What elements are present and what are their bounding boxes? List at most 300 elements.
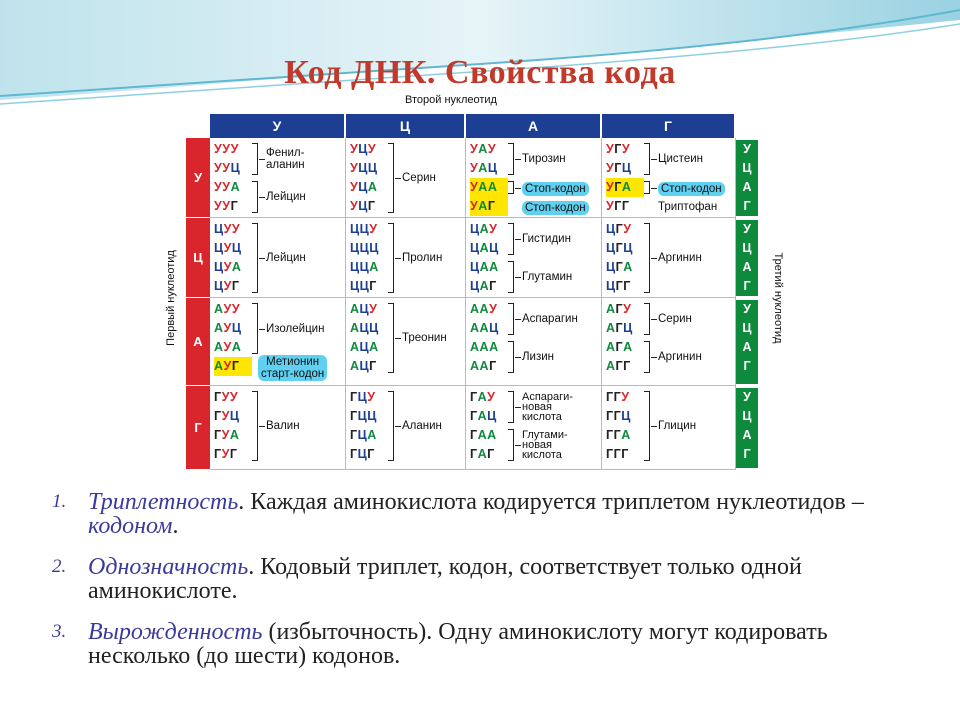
codon-list bbox=[214, 220, 254, 296]
nucleotide: А bbox=[479, 302, 490, 316]
third-nucleotide-letter: А bbox=[742, 260, 752, 274]
nucleotide: Г bbox=[470, 428, 478, 442]
codon bbox=[350, 300, 390, 319]
nucleotide: Г bbox=[214, 428, 222, 442]
amino-acid-label-line: Изолейцин bbox=[266, 322, 325, 335]
properties-list bbox=[52, 490, 932, 685]
amino-acid-label-line: Аспараги- bbox=[522, 391, 573, 403]
codon bbox=[214, 338, 254, 357]
bracket-tick bbox=[515, 239, 521, 240]
amino-acid-label-line: Глутамин bbox=[522, 271, 573, 283]
nucleotide: А bbox=[230, 180, 241, 194]
property-text: (избыточность). Одну аминокислоту могут кодировать несколько (до шести) кодонов. bbox=[88, 619, 828, 669]
nucleotide: Г bbox=[613, 409, 622, 423]
nucleotide: У bbox=[221, 428, 230, 442]
amino-acid-label bbox=[658, 252, 702, 264]
first-nucleotide-label: Первый нуклеотид bbox=[165, 250, 177, 346]
column-header: У bbox=[210, 114, 344, 138]
second-nucleotide-label: Второй нуклеотид bbox=[405, 94, 497, 106]
nucleotide: Г bbox=[614, 161, 622, 175]
nucleotide: А bbox=[621, 428, 631, 442]
bracket bbox=[644, 181, 650, 194]
nucleotide: У bbox=[470, 199, 479, 213]
codon-cell bbox=[210, 138, 346, 218]
nucleotide: А bbox=[350, 321, 360, 335]
amino-acid-label-line: Треонин bbox=[402, 332, 447, 344]
nucleotide: Г bbox=[487, 199, 496, 213]
nucleotide: Ц bbox=[358, 199, 368, 213]
nucleotide: А bbox=[606, 302, 616, 316]
codon bbox=[606, 159, 646, 178]
nucleotide: Г bbox=[350, 409, 358, 423]
codon bbox=[470, 197, 508, 216]
nucleotide: Г bbox=[606, 390, 614, 404]
nucleotide: У bbox=[606, 142, 615, 156]
nucleotide: Г bbox=[470, 409, 478, 423]
codon bbox=[350, 258, 390, 277]
bracket-tick bbox=[515, 159, 521, 160]
nucleotide: А bbox=[606, 321, 616, 335]
nucleotide: Г bbox=[369, 279, 377, 293]
amino-acid-label-line: Лейцин bbox=[266, 191, 306, 203]
nucleotide: Г bbox=[350, 428, 358, 442]
bracket bbox=[508, 303, 514, 335]
codon-list bbox=[350, 300, 390, 376]
amino-acid-label bbox=[522, 271, 572, 283]
nucleotide: У bbox=[621, 142, 631, 156]
codon bbox=[214, 300, 254, 319]
codon bbox=[350, 277, 390, 296]
amino-acid-label-line: Гистидин bbox=[522, 233, 571, 245]
list-number: 3. bbox=[52, 621, 67, 642]
nucleotide: А bbox=[214, 321, 224, 335]
amino-acid-label-line: Цистеин bbox=[658, 153, 703, 165]
amino-acid-label-line: новая bbox=[522, 401, 552, 413]
nucleotide: Ц bbox=[214, 241, 224, 255]
nucleotide: У bbox=[223, 241, 232, 255]
bracket bbox=[508, 391, 514, 423]
bracket bbox=[252, 223, 258, 293]
amino-acid-label-line: Стоп-кодон bbox=[525, 201, 586, 214]
nucleotide: У bbox=[489, 222, 498, 236]
codon bbox=[350, 197, 390, 216]
codon bbox=[606, 258, 646, 277]
nucleotide: Ц bbox=[487, 409, 497, 423]
codon bbox=[470, 140, 510, 159]
codon bbox=[214, 277, 254, 296]
codon-list bbox=[606, 300, 646, 376]
nucleotide: У bbox=[214, 142, 223, 156]
codon bbox=[214, 197, 254, 216]
nucleotide: У bbox=[223, 321, 232, 335]
codon-cell bbox=[346, 298, 466, 386]
bracket-tick bbox=[259, 197, 265, 198]
nucleotide: Ц bbox=[470, 241, 480, 255]
codon-list bbox=[214, 388, 254, 464]
nucleotide: У bbox=[367, 390, 376, 404]
codon-cell bbox=[466, 386, 602, 470]
list-number: 2. bbox=[52, 556, 67, 577]
nucleotide: Г bbox=[487, 447, 495, 461]
codon bbox=[606, 178, 644, 197]
nucleotide: Ц bbox=[367, 409, 377, 423]
nucleotide: У bbox=[222, 199, 231, 213]
amino-acid-label-line: Аргинин bbox=[658, 351, 702, 363]
nucleotide: А bbox=[479, 241, 490, 255]
bracket-tick bbox=[651, 357, 657, 358]
codon bbox=[350, 407, 390, 426]
nucleotide: Ц bbox=[357, 447, 368, 461]
nucleotide: А bbox=[369, 340, 379, 354]
nucleotide: Ц bbox=[214, 279, 224, 293]
nucleotide: А bbox=[470, 359, 480, 373]
nucleotide: Ц bbox=[470, 260, 480, 274]
bracket bbox=[644, 223, 650, 293]
nucleotide: У bbox=[229, 390, 239, 404]
codon-cell bbox=[602, 138, 736, 218]
bracket bbox=[644, 143, 650, 175]
row-header: Г bbox=[186, 386, 210, 469]
amino-acid-label-line: Триптофан bbox=[658, 200, 718, 213]
nucleotide: Ц bbox=[606, 222, 616, 236]
nucleotide: У bbox=[470, 161, 479, 175]
codon bbox=[470, 319, 510, 338]
codon bbox=[350, 239, 390, 258]
nucleotide: Ц bbox=[359, 222, 370, 236]
nucleotide: А bbox=[350, 359, 360, 373]
nucleotide: Ц bbox=[359, 359, 370, 373]
nucleotide: А bbox=[479, 260, 490, 274]
property-term: Вырожденность bbox=[88, 619, 263, 645]
bracket-tick bbox=[651, 426, 657, 427]
bracket bbox=[388, 303, 394, 373]
third-nucleotide-column bbox=[736, 220, 758, 296]
codon bbox=[606, 388, 646, 407]
third-nucleotide-letter: Г bbox=[743, 279, 751, 293]
nucleotide: А bbox=[231, 340, 242, 354]
bracket-tick bbox=[395, 178, 401, 179]
nucleotide: Г bbox=[470, 390, 478, 404]
codon-list bbox=[470, 388, 510, 464]
nucleotide: Ц bbox=[623, 321, 633, 335]
list-item bbox=[52, 490, 932, 538]
nucleotide: У bbox=[214, 199, 223, 213]
nucleotide: Ц bbox=[367, 161, 378, 175]
page-title: Код ДНК. Свойства кода bbox=[284, 54, 676, 91]
codon bbox=[606, 445, 646, 464]
list-item bbox=[52, 620, 932, 668]
bracket-tick bbox=[259, 426, 265, 427]
amino-acid-label-line: Серин bbox=[658, 313, 692, 325]
nucleotide: А bbox=[623, 340, 633, 354]
nucleotide: У bbox=[470, 180, 479, 194]
codon bbox=[214, 178, 254, 197]
codon bbox=[350, 159, 390, 178]
nucleotide: Г bbox=[621, 199, 630, 213]
nucleotide: У bbox=[223, 302, 232, 316]
nucleotide: У bbox=[214, 161, 223, 175]
nucleotide: Г bbox=[606, 447, 614, 461]
amino-acid-label bbox=[522, 182, 589, 196]
nucleotide: У bbox=[350, 142, 359, 156]
nucleotide: У bbox=[487, 390, 496, 404]
nucleotide: А bbox=[350, 340, 360, 354]
nucleotide: Г bbox=[623, 359, 631, 373]
nucleotide: У bbox=[231, 302, 241, 316]
codon bbox=[606, 277, 646, 296]
nucleotide: Ц bbox=[606, 279, 616, 293]
nucleotide: У bbox=[606, 199, 615, 213]
codon-cell bbox=[602, 386, 736, 470]
nucleotide: Ц bbox=[359, 279, 370, 293]
nucleotide: Ц bbox=[369, 241, 379, 255]
amino-acid-label-line: Лизин bbox=[522, 351, 555, 363]
bracket bbox=[508, 143, 514, 175]
nucleotide: Ц bbox=[350, 241, 360, 255]
row-header: А bbox=[186, 298, 210, 385]
amino-acid-label bbox=[402, 420, 442, 432]
nucleotide: У bbox=[350, 199, 359, 213]
nucleotide: Г bbox=[350, 390, 358, 404]
nucleotide: Ц bbox=[606, 241, 616, 255]
bracket-tick bbox=[515, 277, 521, 278]
amino-acid-label-line: аланин bbox=[266, 159, 305, 171]
nucleotide: Г bbox=[214, 409, 222, 423]
nucleotide: Ц bbox=[623, 241, 633, 255]
codon bbox=[214, 445, 254, 464]
nucleotide: А bbox=[606, 340, 616, 354]
nucleotide: Г bbox=[369, 359, 377, 373]
codon-list bbox=[606, 388, 646, 464]
codon-cell bbox=[466, 138, 602, 218]
nucleotide: А bbox=[214, 340, 224, 354]
codon bbox=[214, 407, 254, 426]
amino-acid-label-line: новая bbox=[522, 439, 552, 451]
third-nucleotide-column bbox=[736, 300, 758, 384]
amino-acid-label-line: Стоп-кодон bbox=[661, 182, 722, 195]
codon bbox=[606, 338, 646, 357]
nucleotide: Г bbox=[615, 340, 624, 354]
nucleotide: Ц bbox=[231, 321, 242, 335]
amino-acid-label bbox=[402, 172, 436, 184]
nucleotide: Г bbox=[350, 447, 358, 461]
nucleotide: А bbox=[489, 260, 499, 274]
nucleotide: Ц bbox=[230, 161, 241, 175]
codon bbox=[350, 357, 390, 376]
column-header: Г bbox=[602, 114, 734, 138]
nucleotide: У bbox=[623, 222, 632, 236]
bracket bbox=[388, 223, 394, 293]
amino-acid-label-line: Глутами- bbox=[522, 429, 568, 441]
nucleotide: Г bbox=[615, 302, 624, 316]
amino-acid-label-line: кислота bbox=[522, 449, 562, 461]
nucleotide: У bbox=[470, 142, 479, 156]
codon-list bbox=[606, 140, 646, 216]
property-term: Триплетность bbox=[88, 489, 239, 515]
bracket bbox=[252, 143, 258, 175]
codon bbox=[606, 197, 646, 216]
codon bbox=[606, 140, 646, 159]
nucleotide: Г bbox=[367, 447, 375, 461]
codon bbox=[470, 445, 510, 464]
nucleotide: А bbox=[478, 142, 488, 156]
property-text: . Кодовый триплет, кодон, соответствует только одной аминокислоте. bbox=[88, 554, 802, 604]
nucleotide: Г bbox=[613, 428, 622, 442]
bracket-tick bbox=[259, 258, 265, 259]
nucleotide: А bbox=[479, 321, 490, 335]
codon-list bbox=[350, 388, 390, 464]
nucleotide: Ц bbox=[606, 260, 616, 274]
codon bbox=[214, 357, 252, 376]
nucleotide: Ц bbox=[489, 241, 499, 255]
nucleotide: У bbox=[223, 260, 232, 274]
bracket bbox=[252, 303, 258, 354]
codon bbox=[214, 258, 254, 277]
codon-cell bbox=[210, 298, 346, 386]
codon-list bbox=[470, 140, 510, 216]
codon bbox=[214, 239, 254, 258]
nucleotide: Г bbox=[614, 142, 622, 156]
nucleotide: Г bbox=[623, 279, 631, 293]
codon bbox=[606, 239, 646, 258]
codon bbox=[470, 220, 510, 239]
amino-acid-label bbox=[402, 252, 442, 264]
nucleotide: У bbox=[369, 302, 378, 316]
nucleotide: Г bbox=[230, 199, 239, 213]
codon-list bbox=[606, 220, 646, 296]
third-nucleotide-letter: Ц bbox=[742, 241, 752, 255]
codon-cell bbox=[602, 298, 736, 386]
row-header: Ц bbox=[186, 218, 210, 297]
nucleotide: Ц bbox=[231, 241, 242, 255]
nucleotide: А bbox=[369, 260, 379, 274]
bracket bbox=[508, 341, 514, 373]
codon bbox=[470, 300, 510, 319]
codon bbox=[606, 319, 646, 338]
amino-acid-label bbox=[266, 147, 305, 171]
nucleotide: Г bbox=[613, 447, 622, 461]
nucleotide: Г bbox=[470, 447, 478, 461]
codon bbox=[470, 407, 510, 426]
nucleotide: А bbox=[489, 340, 499, 354]
nucleotide: А bbox=[606, 359, 616, 373]
nucleotide: Г bbox=[489, 279, 497, 293]
nucleotide: А bbox=[229, 428, 240, 442]
nucleotide: А bbox=[621, 180, 632, 194]
third-nucleotide-label: Третий нуклеотид bbox=[772, 252, 784, 344]
nucleotide: Ц bbox=[350, 279, 360, 293]
third-nucleotide-letter: А bbox=[742, 340, 752, 354]
nucleotide: Ц bbox=[358, 180, 368, 194]
codon-list bbox=[214, 140, 254, 216]
nucleotide: А bbox=[470, 340, 480, 354]
bracket-tick bbox=[515, 319, 521, 320]
nucleotide: Г bbox=[615, 359, 624, 373]
codon bbox=[470, 388, 510, 407]
bracket bbox=[252, 181, 258, 213]
codon bbox=[470, 357, 510, 376]
amino-acid-label-line: Аргинин bbox=[658, 252, 702, 264]
nucleotide: У bbox=[223, 279, 232, 293]
codon bbox=[214, 426, 254, 445]
codon-cell bbox=[346, 386, 466, 470]
codon bbox=[606, 300, 646, 319]
third-nucleotide-letter: Ц bbox=[742, 161, 752, 175]
amino-acid-label-line: кислота bbox=[522, 411, 562, 423]
third-nucleotide-letter: А bbox=[742, 428, 752, 442]
nucleotide: У bbox=[606, 180, 615, 194]
nucleotide: У bbox=[606, 161, 615, 175]
nucleotide: Г bbox=[231, 359, 240, 373]
codon-list bbox=[350, 140, 390, 216]
amino-acid-label-line: Метионин bbox=[266, 355, 320, 368]
codon-cell bbox=[466, 218, 602, 298]
codon bbox=[350, 445, 390, 464]
codon-list bbox=[350, 220, 390, 296]
codon bbox=[350, 338, 390, 357]
property-text: . Каждая аминокислота кодируется триплетом нуклеотидов – bbox=[238, 489, 864, 515]
nucleotide: Ц bbox=[214, 260, 224, 274]
bracket-tick bbox=[651, 319, 657, 320]
nucleotide: У bbox=[623, 302, 632, 316]
column-header: А bbox=[466, 114, 600, 138]
property-term-codon: кодоном bbox=[88, 513, 173, 539]
nucleotide: А bbox=[367, 428, 377, 442]
amino-acid-label-line: Стоп-кодон bbox=[525, 182, 586, 195]
codon bbox=[214, 220, 254, 239]
bracket bbox=[508, 429, 514, 461]
amino-acid-label bbox=[522, 351, 554, 363]
nucleotide: У bbox=[221, 447, 230, 461]
third-nucleotide-letter: Ц bbox=[742, 409, 752, 423]
nucleotide: Г bbox=[615, 241, 624, 255]
codon bbox=[214, 388, 254, 407]
codon bbox=[350, 426, 390, 445]
nucleotide: Ц bbox=[470, 279, 480, 293]
amino-acid-label-line: Пролин bbox=[402, 252, 443, 264]
bracket-tick bbox=[395, 338, 401, 339]
nucleotide: У bbox=[222, 142, 231, 156]
nucleotide: А bbox=[367, 180, 378, 194]
nucleotide: У bbox=[223, 222, 232, 236]
nucleotide: У bbox=[369, 222, 378, 236]
codon bbox=[606, 426, 646, 445]
codon-cell bbox=[346, 138, 466, 218]
list-number: 1. bbox=[52, 491, 67, 512]
codon bbox=[350, 140, 390, 159]
bracket bbox=[388, 143, 394, 213]
nucleotide: Ц bbox=[487, 161, 498, 175]
nucleotide: Ц bbox=[359, 340, 370, 354]
codon bbox=[470, 239, 510, 258]
amino-acid-label bbox=[522, 392, 573, 422]
third-nucleotide-letter: У bbox=[743, 390, 751, 404]
bracket bbox=[508, 261, 514, 293]
nucleotide: Ц bbox=[358, 142, 368, 156]
nucleotide: А bbox=[214, 302, 224, 316]
nucleotide: Ц bbox=[470, 222, 480, 236]
nucleotide: Г bbox=[489, 359, 497, 373]
nucleotide: У bbox=[231, 222, 241, 236]
nucleotide: А bbox=[477, 409, 488, 423]
third-nucleotide-letter: У bbox=[743, 302, 751, 316]
nucleotide: У bbox=[489, 302, 498, 316]
codon bbox=[350, 319, 390, 338]
nucleotide: Ц bbox=[229, 409, 240, 423]
nucleotide: Ц bbox=[350, 260, 360, 274]
bracket bbox=[644, 341, 650, 373]
nucleotide: Ц bbox=[359, 241, 370, 255]
